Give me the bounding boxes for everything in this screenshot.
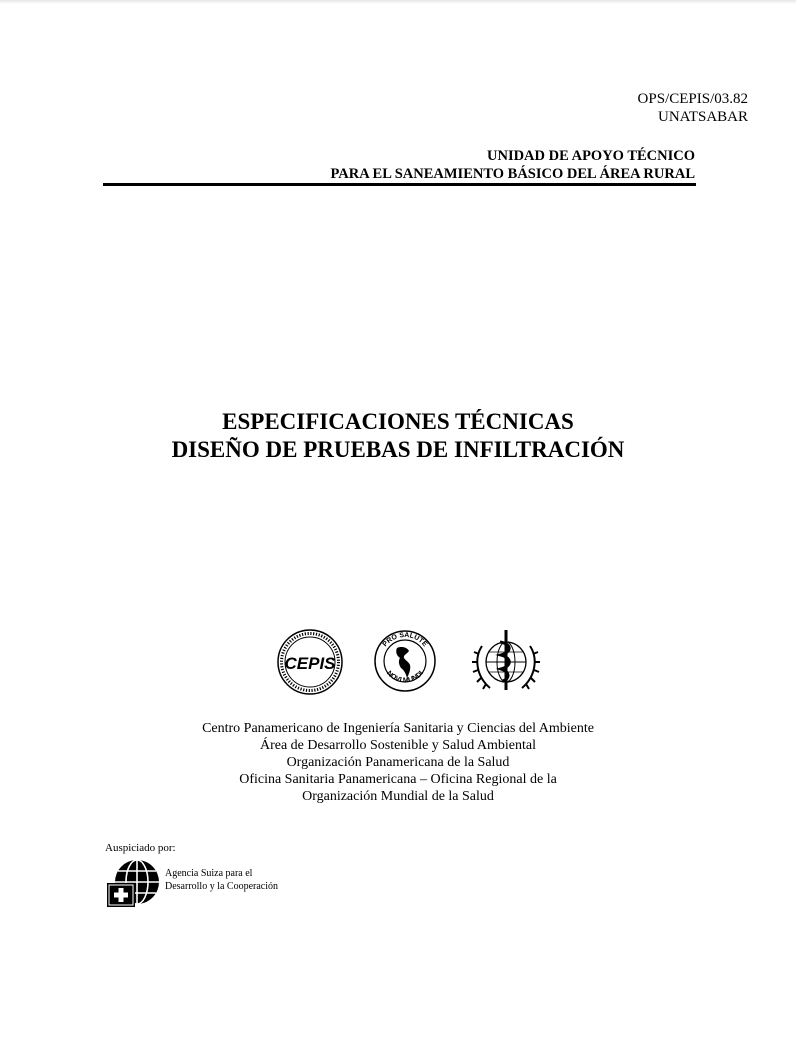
sponsor-name	[165, 867, 278, 893]
paho-motto-bottom: NOVI MUNDI	[385, 669, 425, 685]
sponsor-name-line2: Desarrollo y la Cooperación	[165, 881, 279, 892]
organization-line: Área de Desarrollo Sostenible y Salud Ambiental	[259, 738, 537, 753]
document-title	[0, 408, 796, 464]
organization-line: Oficina Sanitaria Panamericana – Oficina Regional de la	[239, 772, 557, 787]
institution-logos	[276, 628, 546, 698]
unit-header	[331, 147, 695, 183]
sdc-logo	[107, 858, 161, 908]
title-line1: ESPECIFICACIONES TÉCNICAS	[222, 409, 574, 434]
paho-logo	[373, 628, 437, 694]
sponsor-label: Auspiciado por:	[105, 842, 176, 854]
unit-header-line2: PARA EL SANEAMIENTO BÁSICO DEL ÁREA RURAL	[330, 166, 695, 182]
document-code	[638, 90, 748, 126]
header-divider	[103, 183, 696, 186]
organization-line: Organización Panamericana de la Salud	[286, 755, 510, 770]
organization-line: Centro Panamericano de Ingeniería Sanitaria y Ciencias del Ambiente	[202, 721, 594, 736]
organization-line: Organización Mundial de la Salud	[302, 789, 494, 804]
sponsor-name-line1: Agencia Suiza para el	[165, 868, 253, 879]
cepis-logo	[276, 628, 344, 696]
organization-list	[0, 720, 796, 805]
unit-header-line1: UNIDAD DE APOYO TÉCNICO	[487, 148, 695, 164]
page-top-edge	[0, 0, 796, 4]
paho-motto-top: PRO SALUTE	[381, 631, 429, 649]
cepis-logo-text: CEPIS	[284, 654, 336, 673]
document-unit-code: UNATSABAR	[657, 109, 748, 125]
title-line2: DISEÑO DE PRUEBAS DE INFILTRACIÓN	[171, 437, 625, 462]
who-logo	[468, 628, 544, 698]
document-code-line: OPS/CEPIS/03.82	[637, 91, 748, 107]
